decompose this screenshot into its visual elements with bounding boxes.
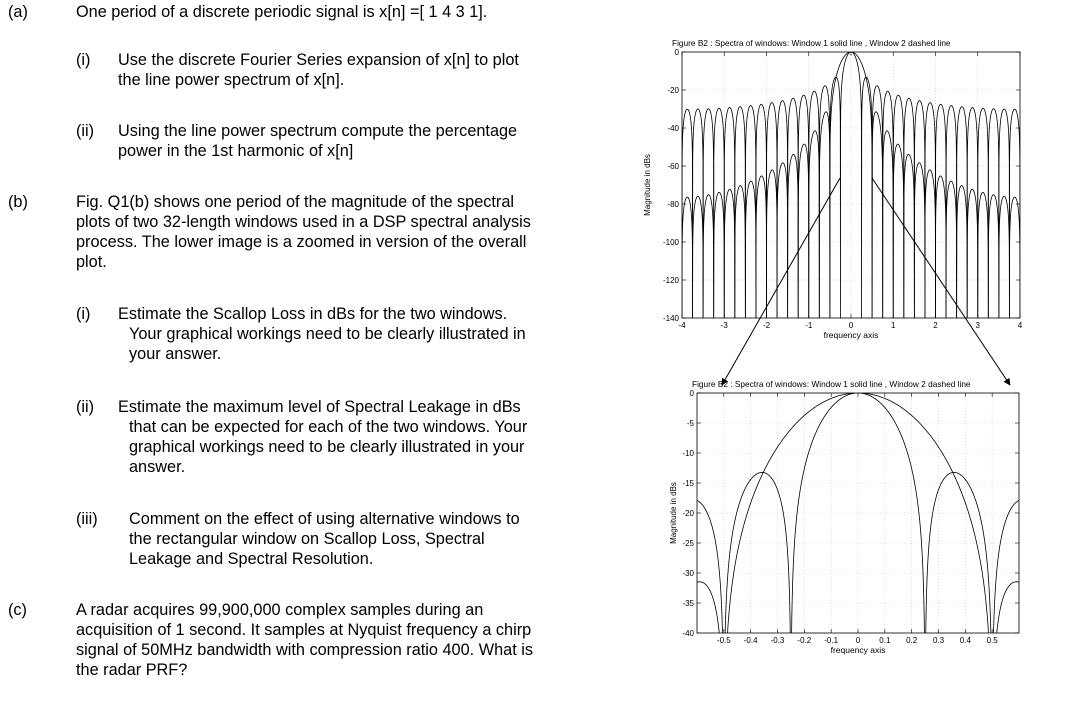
question-a-stem-text: One period of a discrete periodic signal is x[n] =[ 1 4 3 1]. xyxy=(76,3,488,21)
x-tick-label: -0.3 xyxy=(770,636,785,645)
chart-title: Figure B2 : Spectra of windows: Window 1 solid line , Window 2 dashed line xyxy=(672,38,951,48)
x-tick-label: -0.5 xyxy=(716,636,731,645)
x-tick-label: 0.3 xyxy=(932,636,945,645)
x-tick-label: -0.4 xyxy=(743,636,758,645)
top-spectrum-chart xyxy=(643,38,1023,340)
x-axis-label: frequency axis xyxy=(823,330,879,340)
chart-title: Figure B2 : Spectra of windows: Window 1 solid line , Window 2 dashed line xyxy=(692,379,971,389)
y-tick-label: -80 xyxy=(667,200,679,209)
question-a-i-line: the line power spectrum of x[n]. xyxy=(118,71,345,89)
y-tick-label: 0 xyxy=(689,389,694,398)
question-b-stem-line: plots of two 32-length windows used in a DSP spectral analysis xyxy=(76,213,531,231)
y-tick-label: -35 xyxy=(682,599,694,608)
question-a-ii-line: Using the line power spectrum compute the percentage xyxy=(118,122,518,140)
zoom-arrow-left xyxy=(722,178,840,385)
question-a-ii-line: power in the 1st harmonic of x[n] xyxy=(118,142,354,160)
y-tick-label: -40 xyxy=(682,629,694,638)
x-axis-label: frequency axis xyxy=(830,645,886,655)
y-tick-label: -120 xyxy=(662,276,679,285)
question-b-stem-line: plot. xyxy=(76,253,107,271)
y-tick-label: -140 xyxy=(662,314,679,323)
y-tick-label: -40 xyxy=(667,124,679,133)
question-b-ii-line: answer. xyxy=(129,458,186,476)
x-tick-label: 1 xyxy=(891,321,896,330)
spectrum-curve-window-1 xyxy=(682,52,1020,322)
y-tick-label: -15 xyxy=(682,479,694,488)
question-b-iii-line: Leakage and Spectral Resolution. xyxy=(129,550,374,568)
question-b-iii-label: (iii) xyxy=(76,510,98,528)
question-a-label: (a) xyxy=(8,3,28,21)
y-tick-label: 0 xyxy=(674,48,679,57)
question-b-ii-line: that can be expected for each of the two windows. Your xyxy=(129,418,528,436)
question-b-iii-line: Comment on the effect of using alternative windows to xyxy=(129,510,520,528)
x-tick-label: 2 xyxy=(933,321,938,330)
question-b-i-line: Your graphical workings need to be clearly illustrated in xyxy=(129,325,526,343)
x-tick-label: -0.2 xyxy=(797,636,812,645)
spectrum-curve-window-2 xyxy=(682,52,1020,322)
x-tick-label: -1 xyxy=(805,321,813,330)
question-c-line: signal of 50MHz bandwidth with compression ratio 400. What is xyxy=(76,641,533,659)
question-b-i-line: Estimate the Scallop Loss in dBs for the two windows. xyxy=(118,305,508,323)
question-b-i-line: your answer. xyxy=(129,345,222,363)
x-tick-label: -4 xyxy=(678,321,686,330)
y-tick-label: -60 xyxy=(667,162,679,171)
question-b-stem-line: process. The lower image is a zoomed in version of the overall xyxy=(76,233,527,251)
question-b-ii-line: graphical workings need to be clearly illustrated in your xyxy=(129,438,525,456)
y-axis-label: Magnitude in dBs xyxy=(669,482,678,544)
y-axis-label: Magnitude in dBs xyxy=(643,154,652,216)
y-tick-label: -25 xyxy=(682,539,694,548)
question-b-iii-line: the rectangular window on Scallop Loss, Spectral xyxy=(129,530,485,548)
x-tick-label: 0.1 xyxy=(879,636,891,645)
question-c-line: A radar acquires 99,900,000 complex samples during an xyxy=(76,601,484,619)
y-tick-label: -20 xyxy=(667,86,679,95)
x-tick-label: 0 xyxy=(848,321,854,330)
question-a-i-line: Use the discrete Fourier Series expansion of x[n] to plot xyxy=(118,51,519,69)
question-b-label: (b) xyxy=(8,193,28,211)
y-tick-label: -10 xyxy=(682,449,694,458)
question-c-line: the radar PRF? xyxy=(76,661,188,679)
question-b-i-label: (i) xyxy=(76,305,91,323)
zoomed-spectrum-chart xyxy=(669,379,1019,655)
x-tick-label: 0.5 xyxy=(986,636,998,645)
question-c-line: acquisition of 1 second. It samples at Nyquist frequency a chirp xyxy=(76,621,532,639)
question-a-i-label: (i) xyxy=(76,51,91,69)
x-tick-label: -2 xyxy=(762,321,771,330)
x-tick-label: -3 xyxy=(720,321,728,330)
question-b-ii-label: (ii) xyxy=(76,398,95,416)
y-tick-label: -100 xyxy=(662,238,679,247)
x-tick-label: 0 xyxy=(855,636,861,645)
question-a-ii-label: (ii) xyxy=(76,122,95,140)
x-tick-label: 4 xyxy=(1017,321,1023,330)
y-tick-label: -20 xyxy=(682,509,694,518)
x-tick-label: -0.1 xyxy=(824,636,839,645)
x-tick-label: 0.2 xyxy=(906,636,918,645)
y-tick-label: -5 xyxy=(686,419,694,428)
y-tick-label: -30 xyxy=(682,569,694,578)
x-tick-label: 0.4 xyxy=(959,636,971,645)
question-c-label: (c) xyxy=(8,601,27,619)
x-tick-label: 3 xyxy=(975,321,980,330)
question-b-stem-line: Fig. Q1(b) shows one period of the magnitude of the spectral xyxy=(76,193,515,211)
question-b-ii-line: Estimate the maximum level of Spectral Leakage in dBs xyxy=(118,398,521,416)
